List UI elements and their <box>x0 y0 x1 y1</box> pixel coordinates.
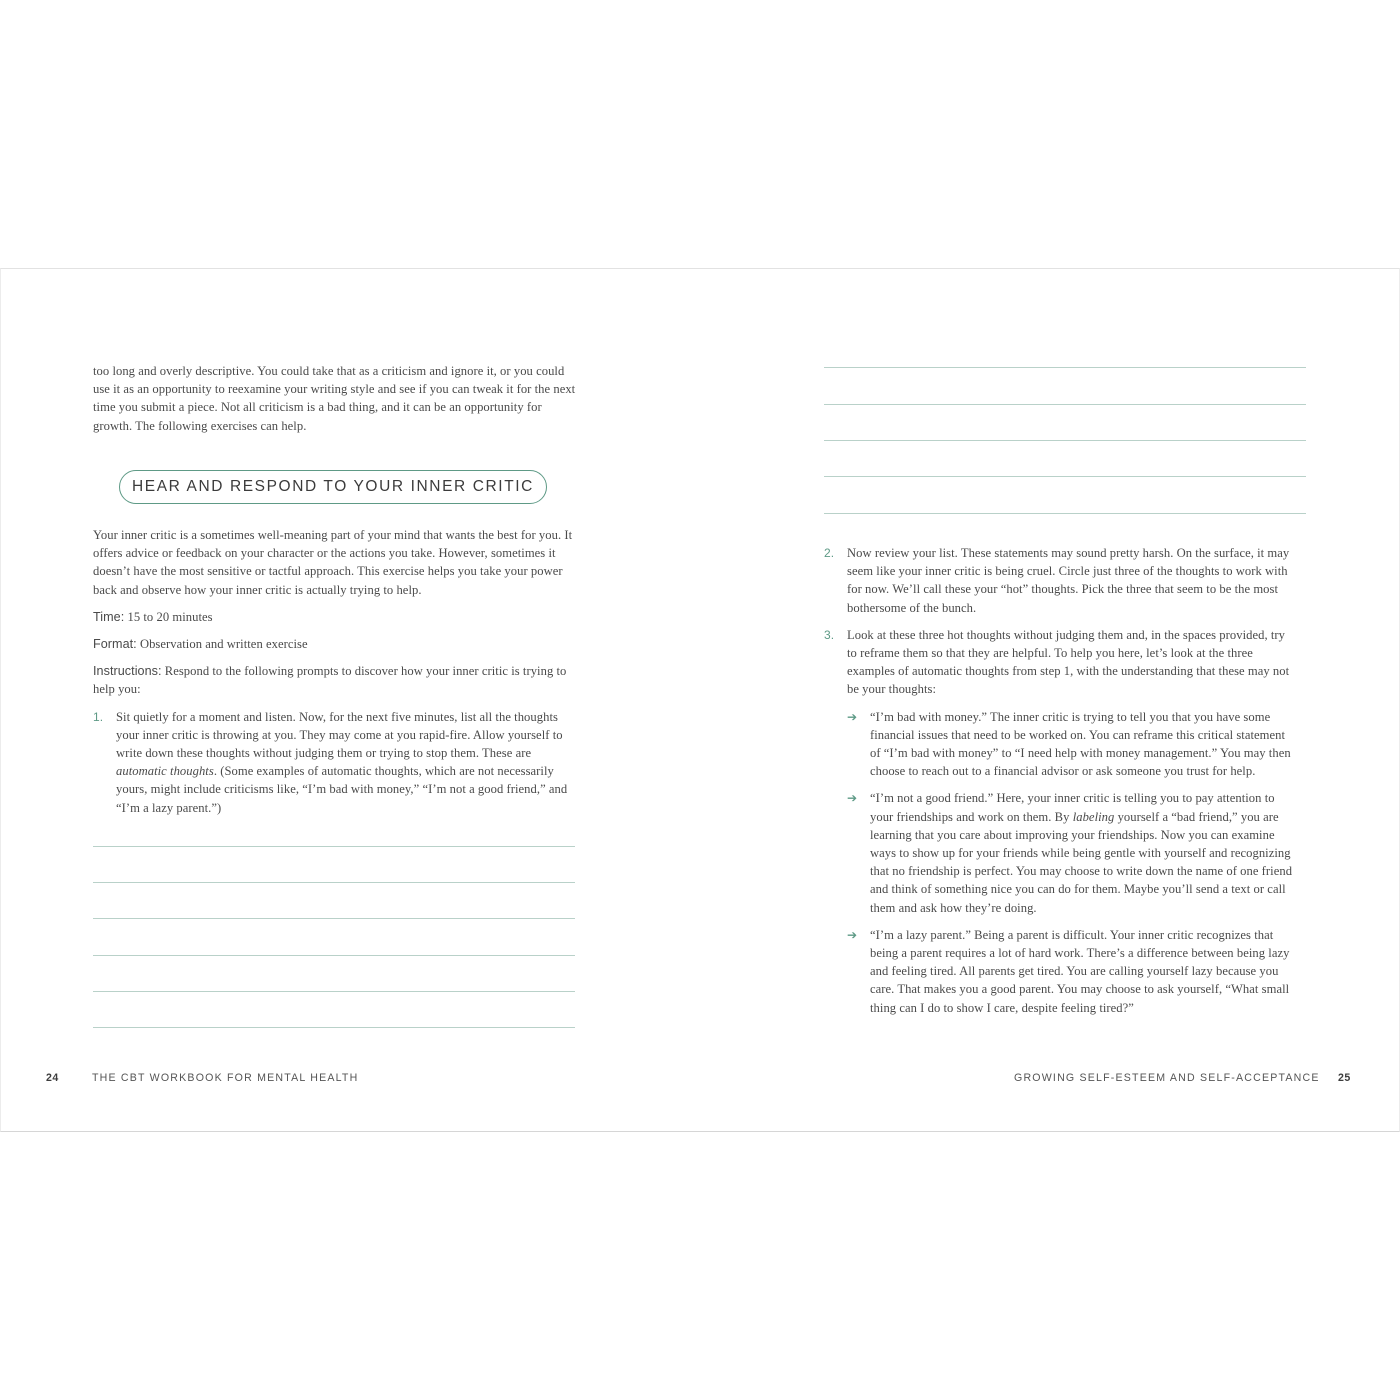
page-number-left: 24 <box>46 1072 59 1084</box>
writing-line[interactable] <box>824 476 1306 477</box>
section-title-text: HEAR AND RESPOND TO YOUR INNER CRITIC <box>132 478 534 495</box>
intro-paragraph: too long and overly descriptive. You could take that as a criticism and ignore it, or you could use it as an opportunity to reexamine your writing style and see if you can tweak it for the next time you submit a piece. Not all criticism is a bad thing, and it can be an opportunity for growth. The following exercises can help. <box>93 364 576 433</box>
writing-line[interactable] <box>93 918 575 919</box>
arrow-right-icon: ➔ <box>847 791 858 806</box>
writing-line[interactable] <box>93 1027 575 1028</box>
step-2 <box>824 544 1294 617</box>
bullet-item <box>847 708 1294 781</box>
right-column <box>824 544 1294 1026</box>
writing-line[interactable] <box>93 991 575 992</box>
step-1-emphasis: automatic thoughts <box>116 764 214 779</box>
instructions-label: Instructions: <box>93 664 162 679</box>
right-footer <box>1338 1072 1351 1084</box>
time-label: Time: <box>93 609 125 624</box>
step-1 <box>93 708 583 817</box>
format-line <box>93 635 583 653</box>
step-2-number: 2. <box>824 546 835 560</box>
book-title: THE CBT WORKBOOK FOR MENTAL HEALTH <box>92 1072 359 1084</box>
arrow-right-icon: ➔ <box>847 927 858 942</box>
time-value: 15 to 20 minutes <box>127 609 213 624</box>
bullet-item <box>847 926 1294 1017</box>
section-title <box>119 470 547 504</box>
bullet-text: “I’m a lazy parent.” Being a parent is difficult. Your inner critic recognizes that being a parent requires a lot of hard work. There’s a difference between being lazy and feeling tired. All parents get tired. You are calling yourself lazy because you care. That makes you a good parent. You may choose to ask yourself, “What small thing can I do to show I care, despite feeling tired?” <box>870 927 1290 1015</box>
exercise-body <box>93 526 583 817</box>
exercise-description: Your inner critic is a sometimes well-meaning part of your mind that wants the best for you. It offers advice or feedback on your character or the actions you take. However, sometimes it doesn’t have the most sensitive or tactful approach. This exercise helps you take your power back and observe how your inner critic is actually trying to help. <box>93 528 573 597</box>
step-3-text: Look at these three hot thoughts without judging them and, in the spaces provided, try to reframe them so that they are helpful. To help you here, let’s look at the three examples of automatic thoughts from step 1, with the understanding that these may not be your thoughts: <box>847 627 1290 697</box>
step-1-text: Sit quietly for a moment and listen. Now, for the next five minutes, list all the thoughts your inner critic is throwing at you. They may come at you rapid-fire. Allow yourself to write down these thoughts without judging them or trying to stop them. These are automatic thoughts. (Some examples of automatic thoughts, which are not necessarily yours, might include criticisms like, “I’m bad with money,” “I’m not a good friend,” and “I’m a lazy parent.”) <box>116 709 568 815</box>
bullet-item <box>847 789 1294 916</box>
chapter-title: GROWING SELF-ESTEEM AND SELF-ACCEPTANCE <box>1014 1072 1320 1084</box>
step-3 <box>824 626 1294 699</box>
writing-line[interactable] <box>824 440 1306 441</box>
format-label: Format: <box>93 637 137 652</box>
step-1-number: 1. <box>93 709 104 724</box>
page-number-right: 25 <box>1338 1072 1351 1084</box>
step-3-number: 3. <box>824 627 835 642</box>
step-2-text: Now review your list. These statements may sound pretty harsh. On the surface, it may seem like your inner critic is being cruel. Circle just three of the thoughts to work with for now. We’ll call these your “hot” thoughts. Pick the three that seem to be the most bothersome of the bunch. <box>847 546 1290 615</box>
writing-line[interactable] <box>824 367 1306 368</box>
right-running-title <box>1014 1072 1320 1084</box>
format-value: Observation and written exercise <box>139 637 308 652</box>
time-line <box>93 608 583 626</box>
bullet-text: “I’m bad with money.” The inner critic is trying to tell you that you have some financial issues that need to be worked on. You can reframe this critical statement of “I’m bad with money” to “I need help with money management.” You may then choose to reach out to a financial advisor or ask someone you trust for help. <box>870 709 1291 779</box>
bullet-emphasis: labeling <box>1072 809 1115 824</box>
writing-line[interactable] <box>93 846 575 847</box>
instructions-value: Respond to the following prompts to discover how your inner critic is trying to help you: <box>93 664 567 697</box>
left-running-title <box>92 1072 358 1084</box>
left-footer <box>46 1072 59 1084</box>
writing-line[interactable] <box>824 513 1306 514</box>
arrow-right-icon: ➔ <box>847 709 858 724</box>
writing-line[interactable] <box>824 404 1306 405</box>
writing-line[interactable] <box>93 882 575 883</box>
writing-line[interactable] <box>93 955 575 956</box>
bullet-text: “I’m not a good friend.” Here, your inner critic is telling you to pay attention to your friendships and work on them. By labeling yourself a “bad friend,” you are learning that you care about improving your friendships. Now you can examine ways to show up for your friends while being gentle with yourself and recognizing that no friendship is perfect. You may choose to write down the name of one friend and think of something nice you can do for them. Maybe you’ll send a text or call them and ask how they’re doing. <box>870 791 1293 915</box>
instructions-line <box>93 662 583 698</box>
